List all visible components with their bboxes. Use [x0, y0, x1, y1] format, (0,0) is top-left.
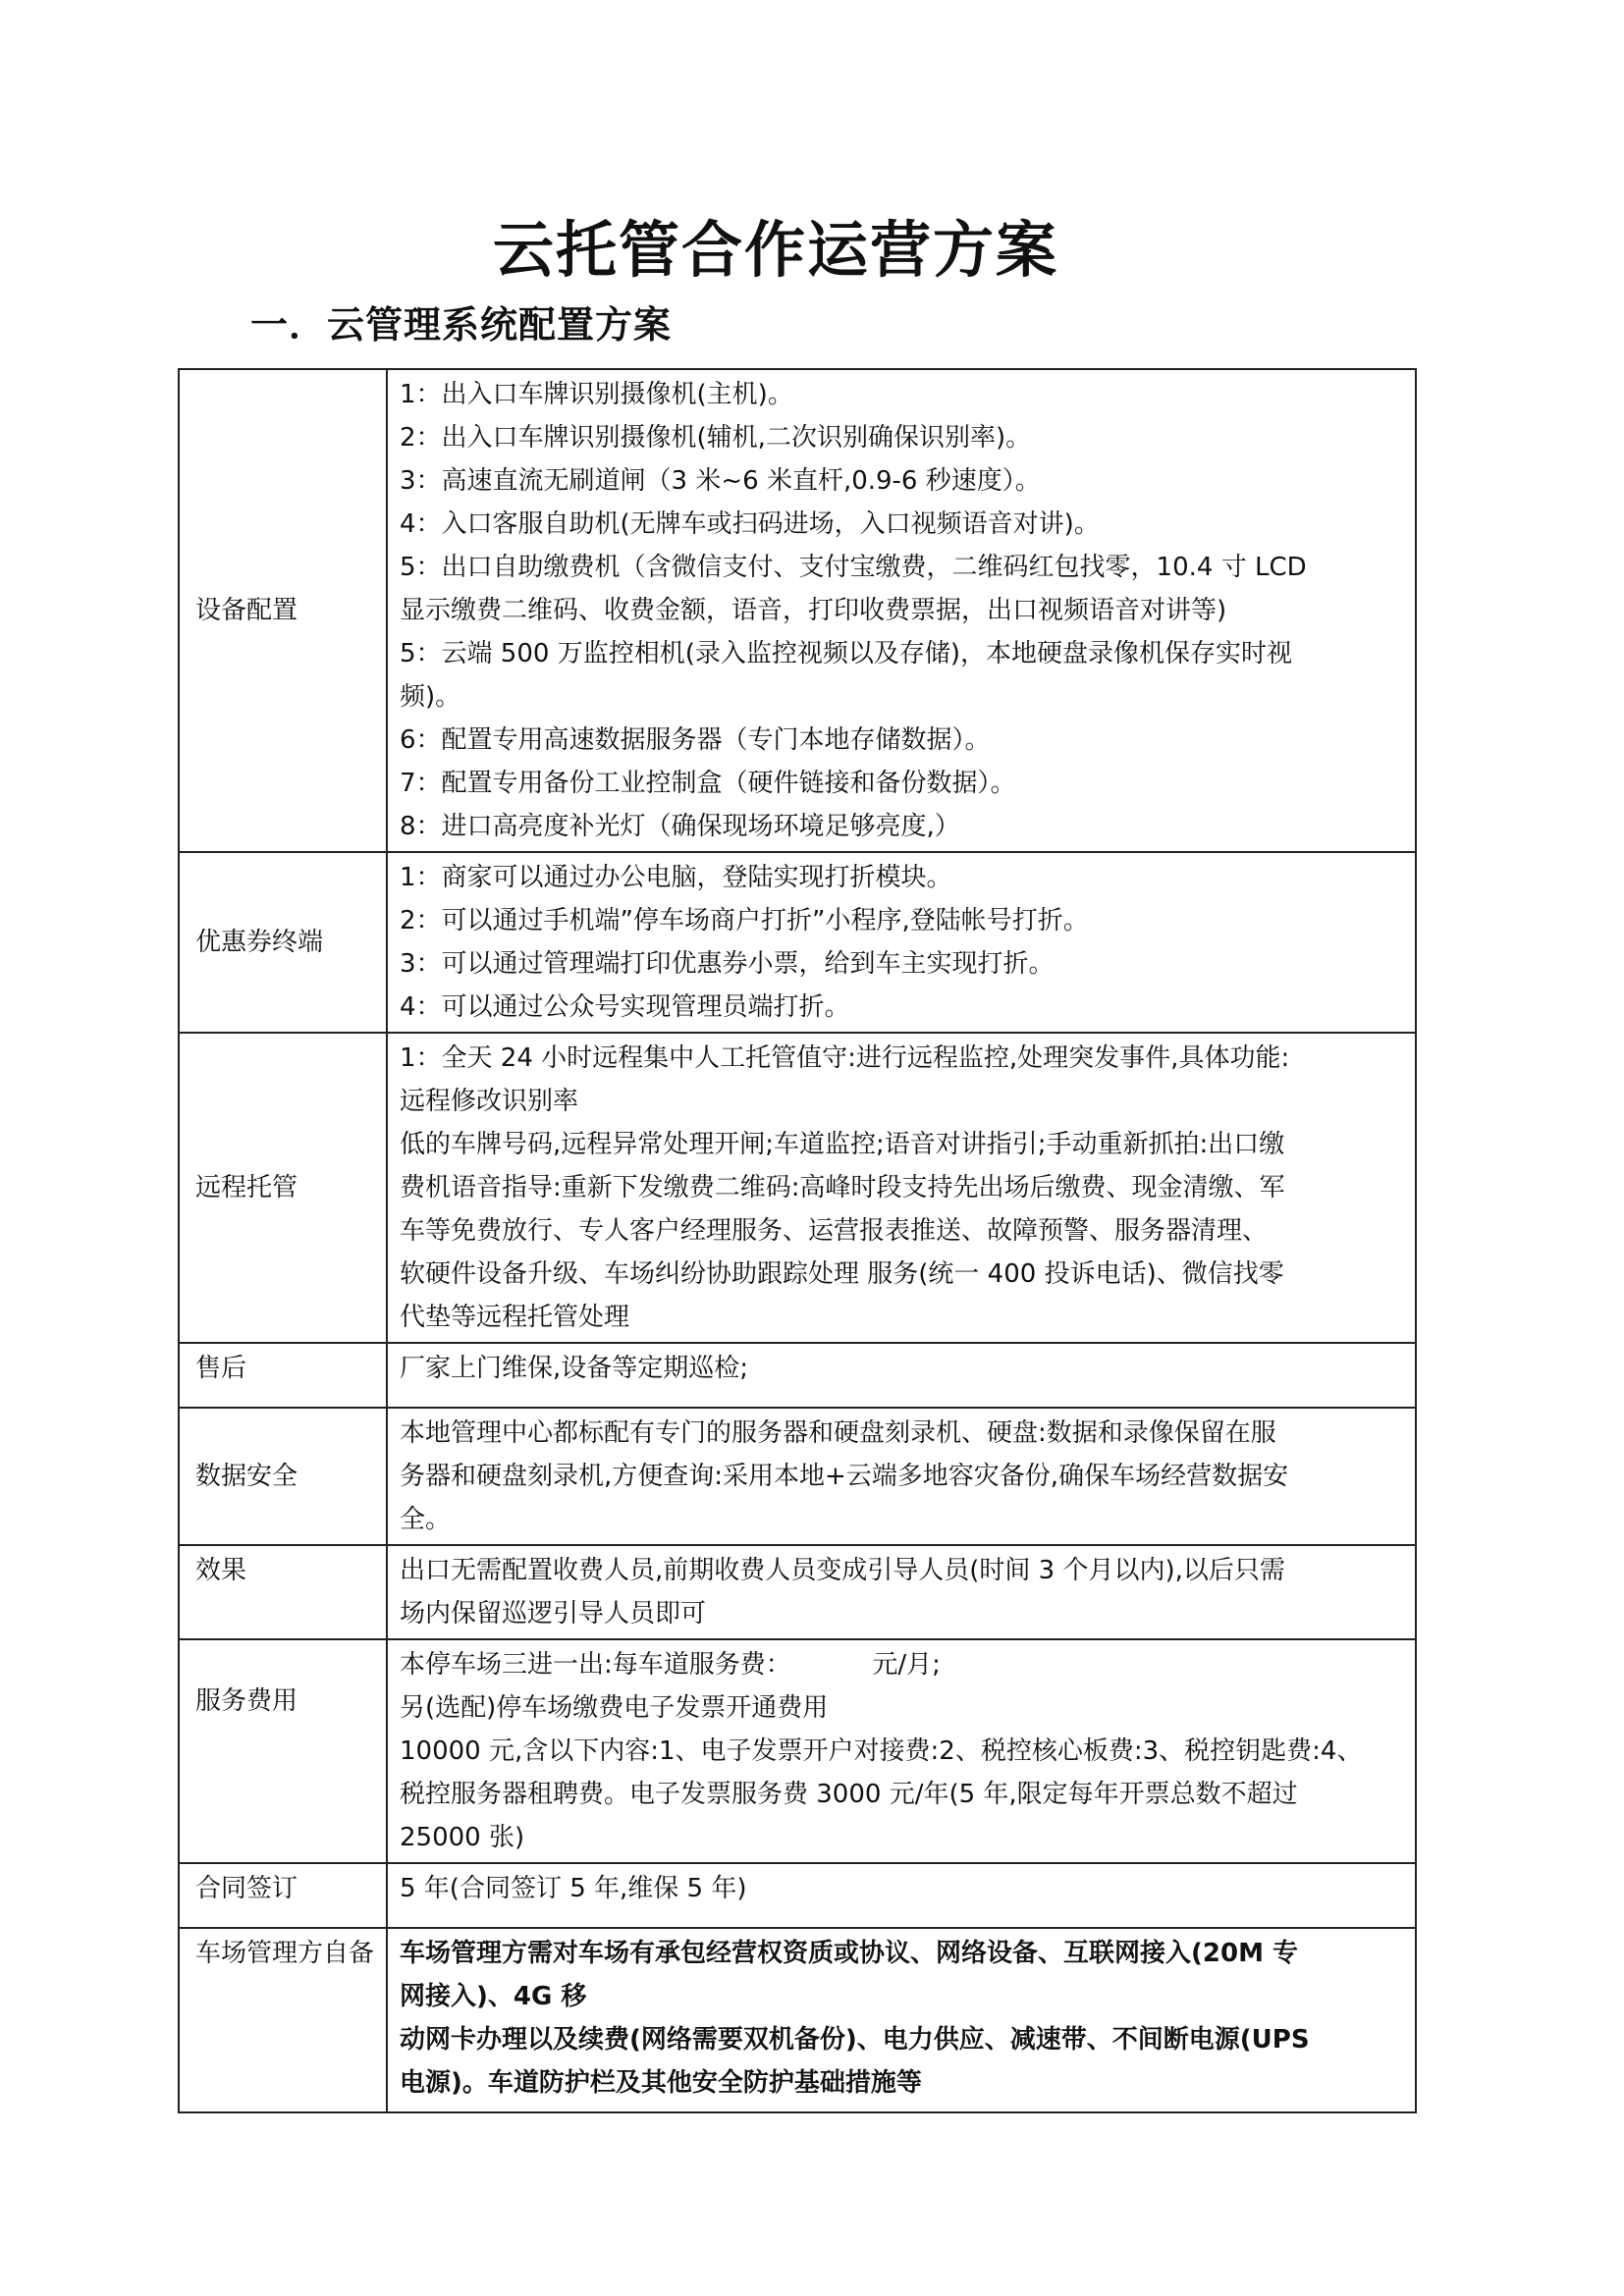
content-line: 网接入)、4G 移 — [400, 1982, 587, 2011]
content-line: 显示缴费二维码、收费金额，语音，打印收费票据，出口视频语音对讲等) — [400, 596, 1227, 625]
content-line: 低的车牌号码,远程异常处理开闸;车道监控;语音对讲指引;手动重新抓拍:出口缴 — [400, 1130, 1285, 1159]
content-line: 5：出口自助缴费机（含微信支付、支付宝缴费，二维码红包找零，10.4 寸 LCD — [400, 553, 1307, 582]
document-title: 云托管合作运营方案 — [492, 214, 1058, 286]
content-line: 费机语音指导:重新下发缴费二维码:高峰时段支持先出场后缴费、现金清缴、军 — [400, 1173, 1285, 1202]
content-line: 2：可以通过手机端”停车场商户打折”小程序,登陆帐号打折。 — [400, 906, 1089, 935]
content-line: 电源)。车道防护栏及其他安全防护基础措施等 — [400, 2068, 922, 2098]
content-line: 务器和硬盘刻录机,方便查询:采用本地+云端多地容灾备份,确保车场经营数据安 — [400, 1462, 1289, 1491]
row-label — [179, 1408, 387, 1545]
content-line: 10000 元,含以下内容:1、电子发票开户对接费:2、税控核心板费:3、税控钥匙费:4、 — [400, 1736, 1363, 1766]
row-content — [387, 369, 1416, 852]
content-line: 税控服务器租聘费。电子发票服务费 3000 元/年(5 年,限定每年开票总数不超过 — [400, 1780, 1298, 1809]
row-label — [179, 1545, 387, 1639]
row-content — [387, 1545, 1416, 1639]
table-row — [179, 369, 1416, 852]
content-line: 场内保留巡逻引导人员即可 — [400, 1599, 707, 1629]
content-line: 频)。 — [400, 682, 461, 712]
content-line: 全。 — [400, 1505, 452, 1534]
row-content — [387, 1343, 1416, 1408]
content-line: 另(选配)停车场缴费电子发票开通费用 — [400, 1693, 829, 1723]
content-line: 代垫等远程托管处理 — [400, 1303, 630, 1332]
content-line: 6：配置专用高速数据服务器（专门本地存储数据）。 — [400, 725, 991, 755]
content-line: 动网卡办理以及续费(网络需要双机备份)、电力供应、减速带、不间断电源(UPS — [400, 2025, 1310, 2055]
content-line: 软硬件设备升级、车场纠纷协助跟踪处理 服务(统一 400 投诉电话)、微信找零 — [400, 1259, 1284, 1289]
table-row — [179, 1863, 1416, 1928]
content-line: 2：出入口车牌识别摄像机(辅机,二次识别确保识别率)。 — [400, 423, 1032, 453]
row-content — [387, 852, 1416, 1033]
content-line: 远程修改识别率 — [400, 1087, 579, 1116]
content-line: 5：云端 500 万监控相机(录入监控视频以及存储)，本地硬盘录像机保存实时视 — [400, 639, 1292, 668]
row-label — [179, 369, 387, 852]
content-line: 出口无需配置收费人员,前期收费人员变成引导人员(时间 3 个月以内),以后只需 — [400, 1556, 1285, 1585]
content-line: 4：入口客服自助机(无牌车或扫码进场，入口视频语音对讲)。 — [400, 509, 1100, 539]
content-line: 4：可以通过公众号实现管理员端打折。 — [400, 992, 850, 1022]
content-line: 车场管理方需对车场有承包经营权资质或协议、网络设备、互联网接入(20M 专 — [400, 1939, 1298, 1968]
content-line: 本停车场三进一出:每车道服务费： 元/月; — [400, 1650, 941, 1680]
content-line: 1：出入口车牌识别摄像机(主机)。 — [400, 380, 793, 409]
content-line: 25000 张) — [400, 1823, 525, 1852]
row-content — [387, 1639, 1416, 1863]
content-line: 车等免费放行、专人客户经理服务、运营报表推送、故障预警、服务器清理、 — [400, 1216, 1269, 1246]
content-line: 1：全天 24 小时远程集中人工托管值守:进行远程监控,处理突发事件,具体功能: — [400, 1043, 1290, 1073]
content-line: 8：进口高亮度补光灯（确保现场环境足够亮度,） — [400, 812, 960, 841]
row-label-text: 远程托管 — [195, 1173, 298, 1202]
content-line: 本地管理中心都标配有专门的服务器和硬盘刻录机、硬盘:数据和录像保留在服 — [400, 1418, 1276, 1448]
table-row — [179, 1928, 1416, 2112]
content-line: 3：可以通过管理端打印优惠券小票，给到车主实现打折。 — [400, 949, 1055, 979]
table-row — [179, 852, 1416, 1033]
content-line: 5 年(合同签订 5 年,维保 5 年) — [400, 1874, 747, 1903]
row-label-text: 数据安全 — [195, 1462, 298, 1491]
row-label-text: 车场管理方自备 — [195, 1939, 375, 1968]
table-row — [179, 1639, 1416, 1863]
table-row — [179, 1033, 1416, 1343]
table-row — [179, 1408, 1416, 1545]
row-content — [387, 1863, 1416, 1928]
row-content — [387, 1033, 1416, 1343]
row-label-text: 售后 — [195, 1354, 247, 1383]
row-label-text: 设备配置 — [195, 596, 298, 625]
content-line: 厂家上门维保,设备等定期巡检; — [400, 1354, 749, 1383]
content-line: 1：商家可以通过办公电脑，登陆实现打折模块。 — [400, 863, 952, 892]
row-label — [179, 1928, 387, 2112]
row-content — [387, 1928, 1416, 2112]
content-line: 7：配置专用备份工业控制盒（硬件链接和备份数据）。 — [400, 769, 1016, 798]
row-label — [179, 1343, 387, 1408]
row-label-text: 优惠券终端 — [195, 928, 324, 957]
row-label-text: 合同签订 — [195, 1874, 298, 1903]
row-label — [179, 1639, 387, 1863]
table-row — [179, 1545, 1416, 1639]
row-label — [179, 1033, 387, 1343]
row-label — [179, 852, 387, 1033]
section-heading: 一．云管理系统配置方案 — [250, 303, 673, 347]
config-table — [178, 368, 1417, 2113]
content-line: 3：高速直流无刷道闸（3 米~6 米直杆,0.9-6 秒速度）。 — [400, 466, 1041, 496]
row-label — [179, 1863, 387, 1928]
row-content — [387, 1408, 1416, 1545]
row-label-text: 效果 — [195, 1556, 247, 1585]
row-label-text: 服务费用 — [195, 1686, 298, 1716]
table-row — [179, 1343, 1416, 1408]
